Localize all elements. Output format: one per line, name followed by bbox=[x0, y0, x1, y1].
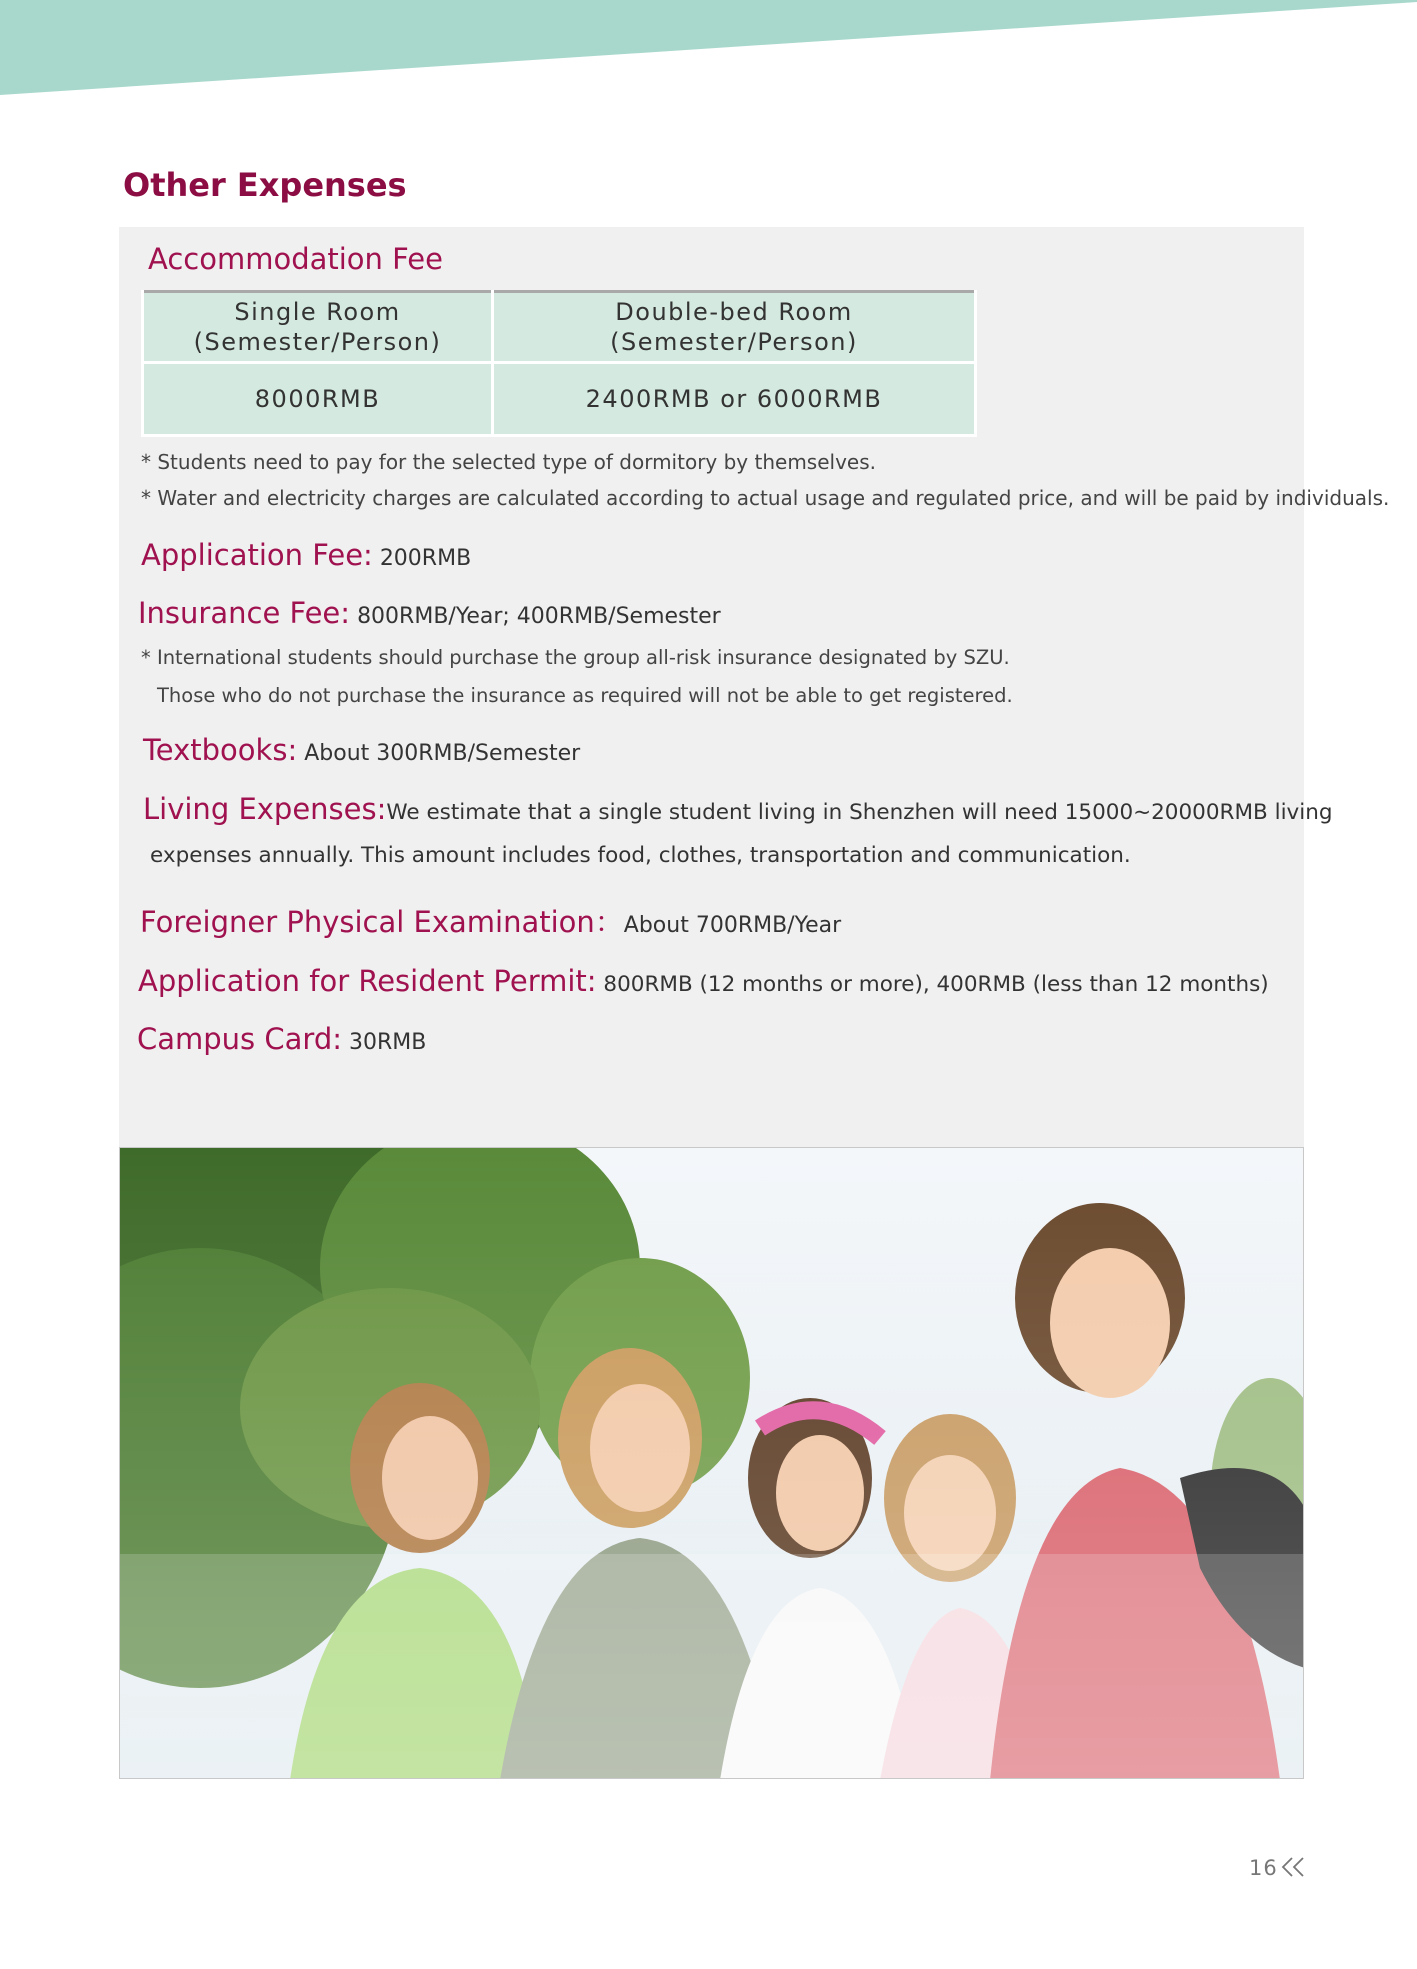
double-room-price: 2400RMB or 6000RMB bbox=[493, 363, 976, 436]
resident-permit-fee: Application for Resident Permit: 800RMB (12 months or more), 400RMB (less than 12 months) bbox=[138, 964, 1269, 998]
page-title: Other Expenses bbox=[123, 166, 407, 204]
column-header-double: Double-bed Room (Semester/Person) bbox=[493, 292, 976, 363]
utilities-note: * Water and electricity charges are calculated according to actual usage and regulated price, and will be paid by individuals. bbox=[141, 486, 1390, 510]
table-row bbox=[143, 363, 976, 436]
insurance-note: * International students should purchase the group all-risk insurance designated by SZU. bbox=[141, 646, 1010, 669]
accommodation-table bbox=[141, 290, 977, 437]
column-header-single: Single Room (Semester/Person) bbox=[143, 292, 493, 363]
double-chevron-left-icon bbox=[1280, 1856, 1306, 1878]
top-banner bbox=[0, 0, 1417, 100]
insurance-fee: Insurance Fee: 800RMB/Year; 400RMB/Semester bbox=[138, 596, 721, 630]
page-number: 16 bbox=[1249, 1856, 1306, 1880]
living-expenses: Living Expenses:We estimate that a single student living in Shenzhen will need 15000~20000RMB living bbox=[143, 792, 1333, 826]
living-expenses-continued: expenses annually. This amount includes food, clothes, transportation and communication. bbox=[150, 843, 1131, 868]
application-fee: Application Fee: 200RMB bbox=[141, 538, 472, 572]
insurance-note-continued: Those who do not purchase the insurance as required will not be able to get registered. bbox=[157, 684, 1013, 707]
dormitory-note: * Students need to pay for the selected type of dormitory by themselves. bbox=[141, 450, 876, 474]
textbooks-fee: Textbooks: About 300RMB/Semester bbox=[143, 733, 581, 767]
accommodation-heading: Accommodation Fee bbox=[148, 242, 443, 276]
students-photo bbox=[119, 1147, 1304, 1779]
physical-examination-fee: Foreigner Physical Examination：About 700RMB/Year bbox=[140, 905, 842, 939]
single-room-price: 8000RMB bbox=[143, 363, 493, 436]
table-header-row bbox=[143, 292, 976, 363]
students-illustration bbox=[120, 1148, 1304, 1779]
campus-card-fee: Campus Card: 30RMB bbox=[137, 1022, 427, 1056]
